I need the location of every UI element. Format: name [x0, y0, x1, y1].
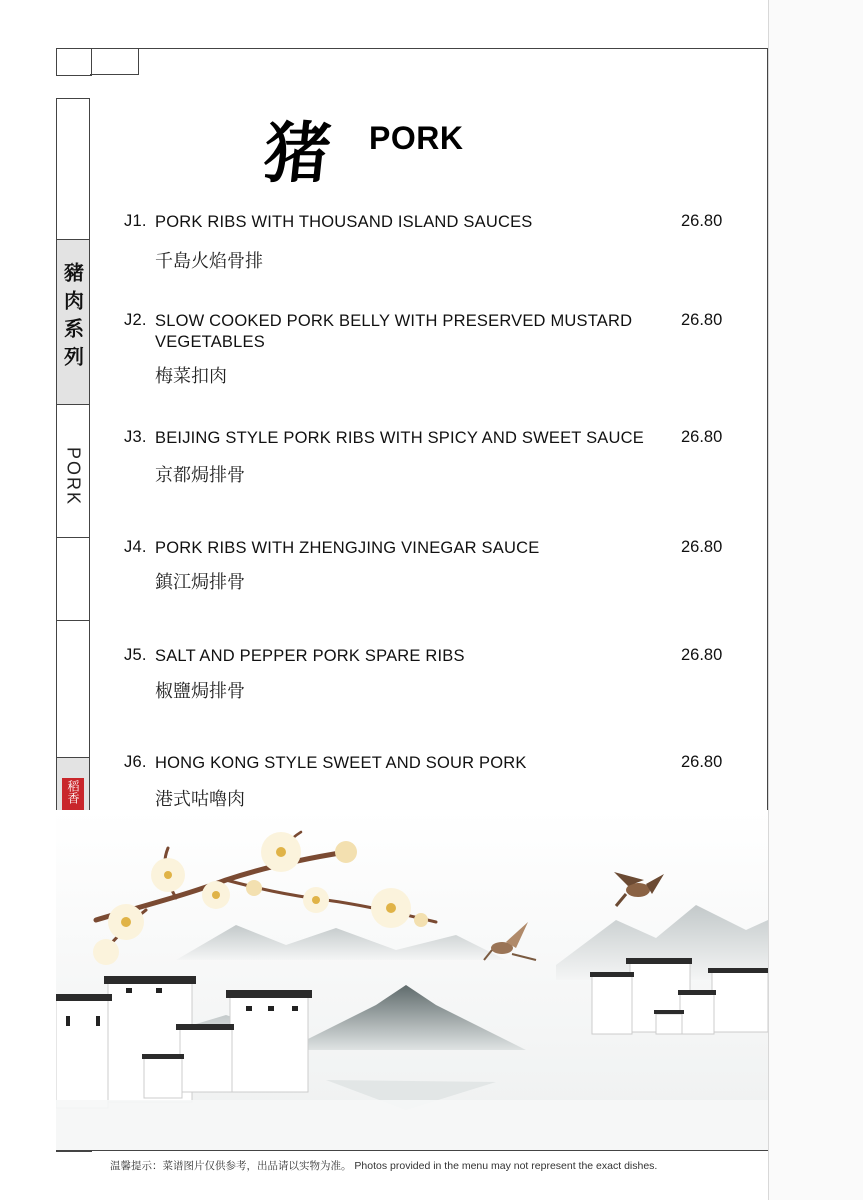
side-cell-blank-mid: [56, 537, 90, 621]
item-name: SALT AND PEPPER PORK SPARE RIBS: [155, 647, 465, 665]
frame-corner-top: [56, 48, 92, 76]
item-price: 26.80: [681, 646, 723, 664]
item-name-cn: 椒鹽焗排骨: [155, 681, 245, 702]
item-name-cn: 千島火焰骨排: [155, 251, 263, 272]
footer-note: 温馨提示：菜谱图片仅供参考，出品请以实物为准。 Photos provided in the menu may not represent the exact dishes.: [110, 1160, 658, 1172]
page-edge-strip: [768, 0, 863, 1200]
houses-left: [56, 976, 312, 1108]
frame-corner-link: [90, 74, 138, 75]
seal-text: 稻香: [66, 780, 80, 804]
item-code: J4.: [124, 538, 147, 556]
item-name: PORK RIBS WITH THOUSAND ISLAND SAUCES: [155, 213, 533, 231]
item-name: PORK RIBS WITH ZHENGJING VINEGAR SAUCE: [155, 539, 540, 557]
item-name-cn: 梅菜扣肉: [155, 366, 227, 387]
item-name-cn: 鎮江焗排骨: [155, 572, 245, 593]
item-code: J2.: [124, 311, 147, 329]
item-price: 26.80: [681, 753, 723, 771]
item-code: J5.: [124, 646, 147, 664]
side-cell-section-cn: [56, 239, 90, 405]
item-price: 26.80: [681, 538, 723, 556]
side-cell-blank-lower: [56, 620, 90, 758]
side-section-en-text: PORK: [63, 447, 84, 507]
frame-top-line: [90, 48, 768, 49]
frame-bottom-line: [56, 1150, 768, 1151]
item-price: 26.80: [681, 311, 723, 329]
item-price: 26.80: [681, 212, 723, 230]
side-section-cn-text: 豬肉系列: [60, 262, 85, 374]
item-code: J1.: [124, 212, 147, 230]
item-name-cn: 港式咕嚕肉: [155, 789, 245, 810]
item-code: J6.: [124, 753, 147, 771]
item-name-cn: 京都焗排骨: [155, 465, 245, 486]
restaurant-seal: [62, 778, 84, 814]
frame-notch-line: [138, 48, 139, 75]
item-price: 26.80: [681, 428, 723, 446]
item-name: HONG KONG STYLE SWEET AND SOUR PORK: [155, 754, 527, 772]
item-code: J3.: [124, 428, 147, 446]
side-cell-section-en: [56, 404, 90, 538]
item-name: BEIJING STYLE PORK RIBS WITH SPICY AND SWEET SAUCE: [155, 429, 644, 447]
title-cn: 猪: [260, 114, 335, 192]
landscape-illustration: [56, 810, 768, 1150]
side-cell-blank-top: [56, 98, 90, 240]
title-en: PORK: [369, 120, 464, 156]
item-name: SLOW COOKED PORK BELLY WITH PRESERVED MUSTARD VEGETABLES: [155, 312, 633, 351]
